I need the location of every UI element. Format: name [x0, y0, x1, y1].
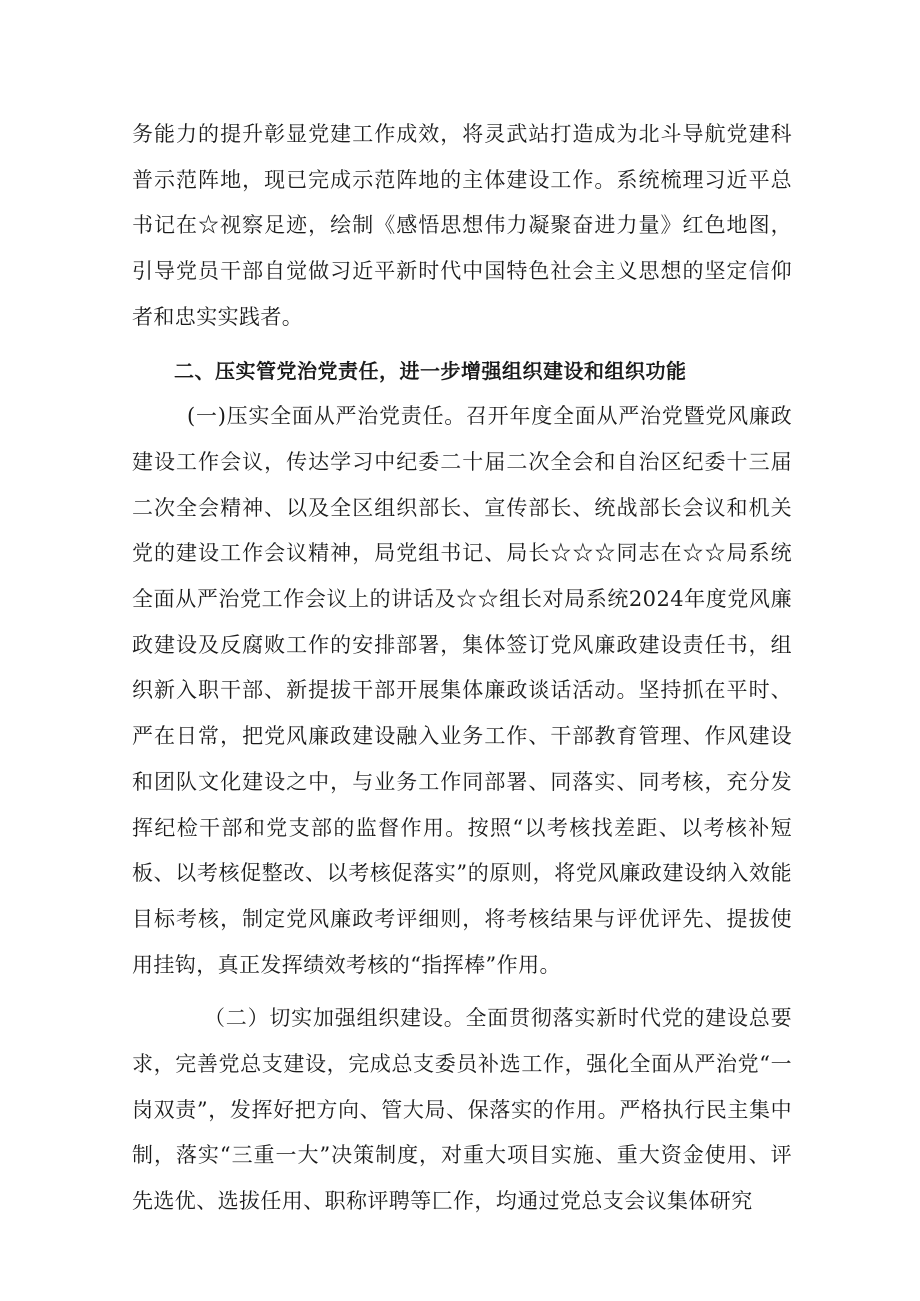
section-heading: 二、压实管党治党责任，进一步增强组织建设和组织功能	[174, 358, 687, 383]
paragraph-subsection-1: (一)压实全面从严治党责任。召开年度全面从严治党暨党风廉政建设工作会议，传达学习中纪委二十届二次全会和自治区纪委十三届二次全会精神、以及全区组织部长、宣传部长、统战部长会议和机关党的建设工作会议精神，局党组书记、局长☆☆☆同志在☆☆局系统全面从严治党工作会议上的讲话及☆☆组长对局系统2024年度党风廉政建设及反腐败工作的安排部署，集体签订党风廉政建设责任书，组织新入职干部、新提拔干部开展集体廉政谈话活动。坚持抓在平时、严在日常，把党风廉政建设融入业务工作、干部教育管理、作风建设和团队文化建设之中，与业务工作同部署、同落实、同考核，充分发挥纪检干部和党支部的监督作用。按照“以考核找差距、以考核补短板、以考核促整改、以考核促落实”的原则，将党风廉政建设纳入效能目标考核，制定党风廉政考评细则，将考核结果与评优评先、提拔使用挂钩，真正发挥绩效考核的“指挥棒”作用。	[132, 404, 792, 977]
paragraph-subsection-2: （二）切实加强组织建设。全面贯彻落实新时代党的建设总要求，完善党总支建设，完成总支委员补选工作，强化全面从严治党“一岗双责”，发挥好把方向、管大局、保落实的作用。严格执行民主集中制，落实“三重一大”决策制度，对重大项目实施、重大资金使用、评先选优、选拔任用、职称评聘等匚作，均通过党总支会议集体研究	[132, 1006, 792, 1214]
paragraph-gap	[132, 341, 792, 349]
paragraph-continuation: 务能力的提升彰显党建工作成效，将灵武站打造成为北斗导航党建科普示范阵地，现已完成示范阵地的主体建设工作。系统梳理习近平总书记在☆视察足迹，绘制《感悟思想伟力凝聚奋进力量》红色地图，引导党员干部自觉做习近平新时代中国特色社会主义思想的坚定信仰者和忠实实践者。	[132, 122, 792, 329]
document-body	[132, 112, 792, 1225]
paragraph-gap	[132, 988, 792, 996]
